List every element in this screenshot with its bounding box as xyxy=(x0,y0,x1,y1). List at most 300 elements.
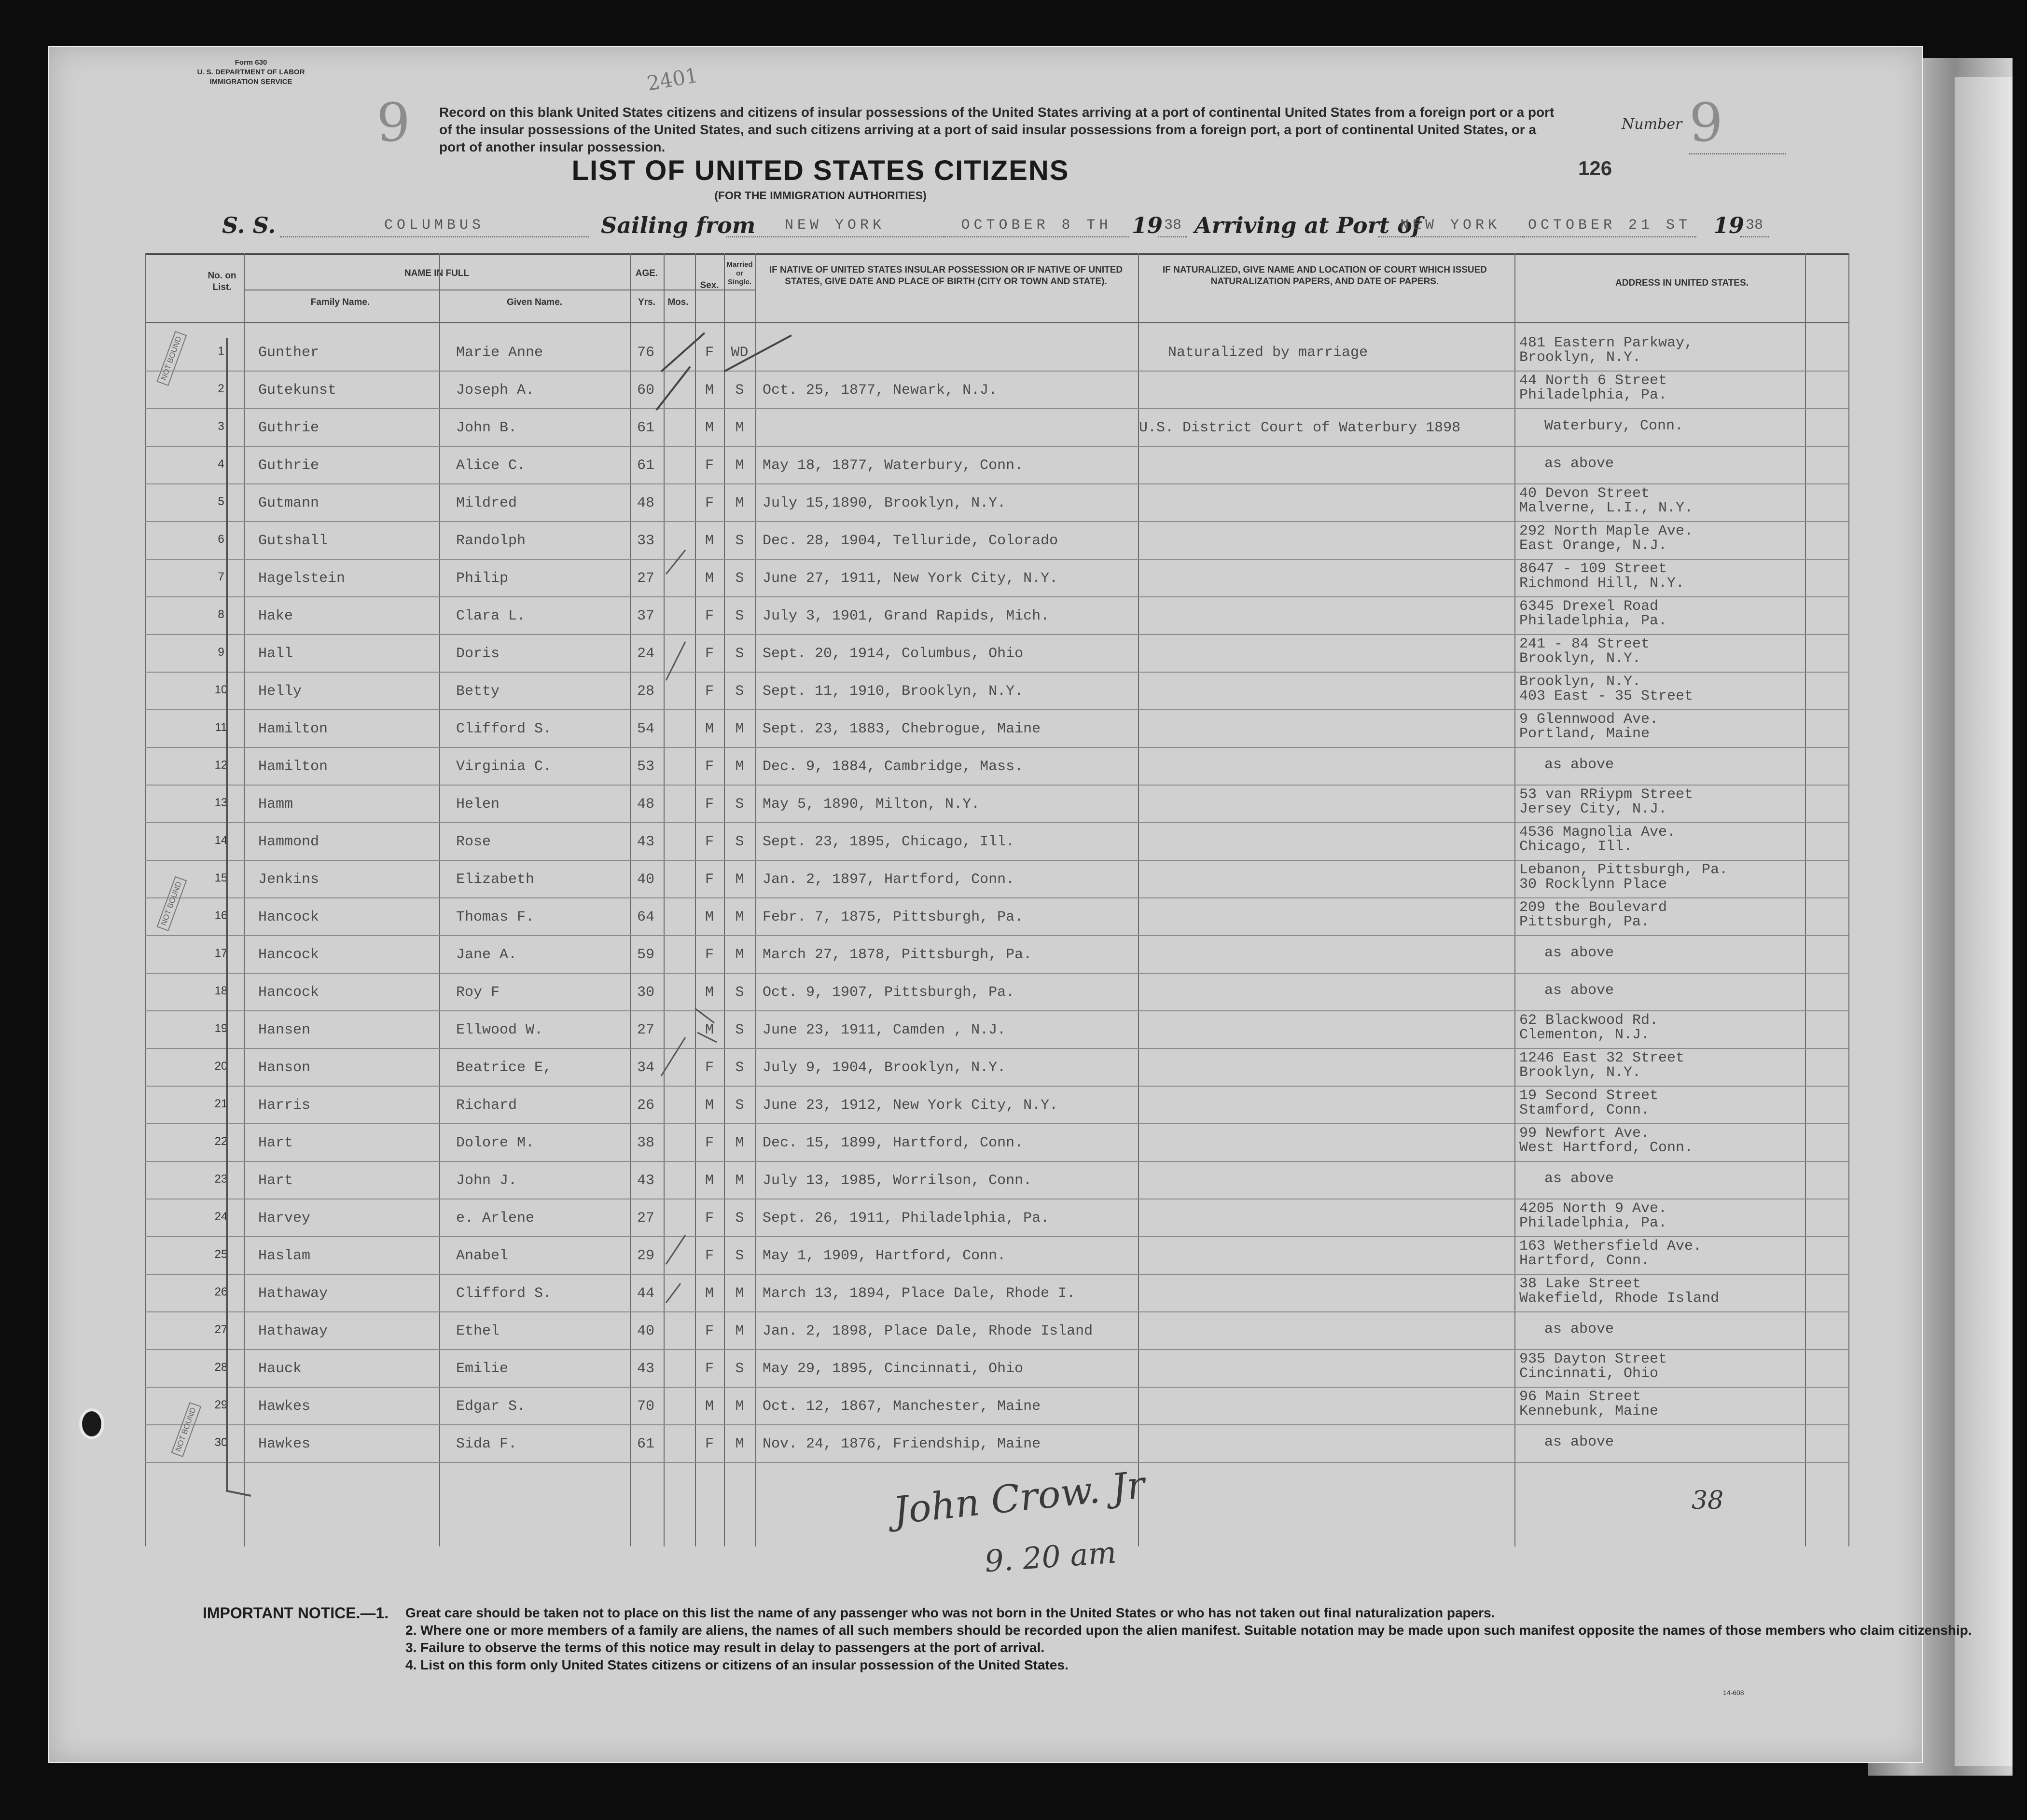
address-line-1: 8647 - 109 Street xyxy=(1519,561,1667,577)
family-name: Haslam xyxy=(258,1248,311,1264)
marital-status: S xyxy=(735,834,744,850)
col-yrs: Yrs. xyxy=(638,297,655,307)
ss-label: S. S. xyxy=(222,212,276,238)
birth-info: May 1, 1909, Hartford, Conn. xyxy=(763,1248,1006,1264)
family-name: Hancock xyxy=(258,947,319,963)
birth-info: Oct. 25, 1877, Newark, N.J. xyxy=(763,382,998,399)
arriving-label: Arriving at Port of xyxy=(1194,212,1422,238)
sex: F xyxy=(705,683,714,700)
row-number: 16 xyxy=(214,909,228,922)
sex: M xyxy=(705,721,714,737)
sex: M xyxy=(705,1285,714,1302)
naturalization-info: U.S. District Court of Waterbury 1898 xyxy=(1139,420,1461,436)
age: 48 xyxy=(637,495,654,511)
marital-status: M xyxy=(735,1172,744,1189)
sex: F xyxy=(705,796,714,813)
row-number: 3 xyxy=(218,420,224,433)
age: 34 xyxy=(637,1060,654,1076)
birth-info: Oct. 12, 1867, Manchester, Maine xyxy=(763,1398,1041,1415)
address-line-2: Hartford, Conn. xyxy=(1519,1253,1650,1269)
given-name: Alice C. xyxy=(456,457,526,474)
address-line-1: 62 Blackwood Rd. xyxy=(1519,1012,1659,1029)
family-name: Hathaway xyxy=(258,1285,328,1302)
address-line-1: as above xyxy=(1544,1321,1614,1337)
row-number: 11 xyxy=(215,721,227,734)
time-note: 9. 20 am xyxy=(983,1534,1118,1579)
marital-status: M xyxy=(735,1285,744,1302)
row-number: 19 xyxy=(214,1022,228,1035)
notice-items xyxy=(405,1604,2008,1674)
family-name: Hansen xyxy=(258,1022,311,1038)
marital-status: S xyxy=(735,1210,744,1227)
age: 54 xyxy=(637,721,654,737)
age: 59 xyxy=(637,947,654,963)
birth-info: Febr. 7, 1875, Pittsburgh, Pa. xyxy=(763,909,1024,925)
age: 27 xyxy=(637,1210,654,1227)
birth-info: Sept. 23, 1895, Chicago, Ill. xyxy=(763,834,1015,850)
side-stamp: NOT BOUND xyxy=(157,331,187,386)
given-name: Joseph A. xyxy=(456,382,535,399)
sailing-port: NEW YORK xyxy=(726,217,944,237)
instructions: Record on this blank United States citizens and citizens of insular possessions of the United States arriving at a port of continental United States from a foreign port or a port of the insular possessions of the United States, and such citizens arriving at a port of said insular possessions from a foreign port, a port of continental United States, or a port of another insular possession. xyxy=(439,105,1555,154)
address-line-2: Stamford, Conn. xyxy=(1519,1102,1650,1118)
given-name: Ethel xyxy=(456,1323,500,1339)
col-mos: Mos. xyxy=(667,297,689,307)
address-line-1: 19 Second Street xyxy=(1519,1088,1659,1104)
check-mark xyxy=(661,550,685,1303)
family-name: Hanson xyxy=(258,1060,311,1076)
address-line-2: Philadelphia, Pa. xyxy=(1519,387,1667,403)
birth-info: Oct. 9, 1907, Pittsburgh, Pa. xyxy=(763,984,1015,1001)
birth-info: Jan. 2, 1897, Hartford, Conn. xyxy=(763,871,1015,888)
address-line-1: as above xyxy=(1544,945,1614,961)
naturalization-info: Naturalized by marriage xyxy=(1168,345,1368,361)
year-prefix-2: 19 xyxy=(1713,212,1745,238)
age: 48 xyxy=(637,796,654,813)
address-line-2: 403 East - 35 Street xyxy=(1519,688,1694,704)
address-line-1: 209 the Boulevard xyxy=(1519,899,1667,916)
col-given-name: Given Name. xyxy=(506,297,563,307)
family-name: Hagelstein xyxy=(258,570,346,587)
age: 33 xyxy=(637,533,654,549)
sex: M xyxy=(705,1022,714,1038)
given-name: Roy F xyxy=(456,984,500,1001)
age: 29 xyxy=(637,1248,654,1264)
given-name: Thomas F. xyxy=(456,909,535,925)
sailing-date: OCTOBER 8 TH xyxy=(944,217,1129,237)
family-name: Gunther xyxy=(258,345,319,361)
marital-status: M xyxy=(735,1398,744,1415)
marital-status: M xyxy=(735,947,744,963)
row-number: 14 xyxy=(214,834,228,847)
sex: F xyxy=(705,947,714,963)
page-subtitle: (FOR THE IMMIGRATION AUTHORITIES) xyxy=(714,189,927,202)
birth-info: Sept. 20, 1914, Columbus, Ohio xyxy=(763,646,1024,662)
family-name: Hancock xyxy=(258,984,319,1001)
age: 30 xyxy=(637,984,654,1001)
birth-info: Jan. 2, 1898, Place Dale, Rhode Island xyxy=(763,1323,1093,1339)
birth-info: Dec. 28, 1904, Telluride, Colorado xyxy=(763,533,1058,549)
given-name: Philip xyxy=(456,570,509,587)
birth-info: June 27, 1911, New York City, N.Y. xyxy=(763,570,1058,587)
family-name: Gutekunst xyxy=(258,382,337,399)
sex: F xyxy=(705,646,714,662)
stamp-number: 126 xyxy=(1578,157,1612,179)
address-line-1: 163 Wethersfield Ave. xyxy=(1519,1238,1702,1255)
sex: M xyxy=(705,570,714,587)
given-name: Clifford S. xyxy=(456,1285,552,1302)
address-line-1: 292 North Maple Ave. xyxy=(1519,523,1694,539)
marital-status: S xyxy=(735,1060,744,1076)
address-line-2: Brooklyn, N.Y. xyxy=(1519,349,1641,366)
col-age: AGE. xyxy=(635,268,658,278)
marital-status: M xyxy=(735,871,744,888)
address-line-1: 99 Newfort Ave. xyxy=(1519,1125,1650,1142)
col-married: Married or Single. xyxy=(726,261,753,286)
sex: F xyxy=(705,758,714,775)
age: 60 xyxy=(637,382,654,399)
col-family-name: Family Name. xyxy=(310,297,370,307)
birth-info: March 27, 1878, Pittsburgh, Pa. xyxy=(763,947,1032,963)
address-line-2: 30 Rocklynn Place xyxy=(1519,876,1667,893)
marital-status: M xyxy=(735,420,744,436)
birth-info: May 29, 1895, Cincinnati, Ohio xyxy=(763,1361,1024,1377)
row-number: 15 xyxy=(214,871,228,884)
address-line-1: as above xyxy=(1544,1434,1614,1450)
sex: M xyxy=(705,984,714,1001)
family-name: Hathaway xyxy=(258,1323,328,1339)
page-title: LIST OF UNITED STATES CITIZENS xyxy=(571,155,1069,186)
row-number: 24 xyxy=(214,1210,228,1223)
family-name: Hamilton xyxy=(258,758,328,775)
birth-info: July 3, 1901, Grand Rapids, Mich. xyxy=(763,608,1050,624)
age: 44 xyxy=(637,1285,654,1302)
birth-info: Sept. 26, 1911, Philadelphia, Pa. xyxy=(763,1210,1050,1227)
marital-status: WD xyxy=(731,345,749,361)
given-name: Virginia C. xyxy=(456,758,552,775)
birth-info: June 23, 1911, Camden , N.J. xyxy=(763,1022,1006,1038)
given-name: Randolph xyxy=(456,533,526,549)
age: 40 xyxy=(637,1323,654,1339)
marital-status: S xyxy=(735,646,744,662)
birth-info: May 18, 1877, Waterbury, Conn. xyxy=(763,457,1024,474)
address-line-2: East Orange, N.J. xyxy=(1519,538,1667,554)
marital-status: S xyxy=(735,683,744,700)
family-name: Hart xyxy=(258,1135,293,1151)
row-number: 26 xyxy=(214,1285,228,1298)
address-line-2: Philadelphia, Pa. xyxy=(1519,613,1667,629)
sex: F xyxy=(705,1135,714,1151)
address-line-2: Malverne, L.I., N.Y. xyxy=(1519,500,1694,516)
row-number: 29 xyxy=(214,1398,228,1411)
arriving-year: 38 xyxy=(1740,217,1769,237)
sex: F xyxy=(705,495,714,511)
row-number: 17 xyxy=(214,947,228,960)
family-name: Guthrie xyxy=(258,457,319,474)
age: 37 xyxy=(637,608,654,624)
arriving-port: NEW YORK xyxy=(1378,217,1523,237)
given-name: John J. xyxy=(456,1172,517,1189)
age: 53 xyxy=(637,758,654,775)
row-number: 12 xyxy=(214,758,228,772)
bracket-mark xyxy=(227,338,251,1496)
birth-info: Dec. 15, 1899, Hartford, Conn. xyxy=(763,1135,1024,1151)
age: 64 xyxy=(637,909,654,925)
handwritten-page-number: 9 xyxy=(376,92,410,153)
birth-info: June 23, 1912, New York City, N.Y. xyxy=(763,1097,1058,1114)
total-count: 38 xyxy=(1692,1486,1724,1515)
age: 27 xyxy=(637,1022,654,1038)
marital-status: S xyxy=(735,570,744,587)
service-name: IMMIGRATION SERVICE xyxy=(209,78,292,86)
marital-status: M xyxy=(735,495,744,511)
row-number: 4 xyxy=(218,457,224,470)
address-line-2: Kennebunk, Maine xyxy=(1519,1403,1659,1420)
number-value: 9 xyxy=(1689,92,1786,154)
address-line-2: Brooklyn, N.Y. xyxy=(1519,650,1641,667)
family-name: Hawkes xyxy=(258,1436,311,1452)
given-name: Doris xyxy=(456,646,500,662)
address-line-2: Wakefield, Rhode Island xyxy=(1519,1290,1720,1307)
sex: F xyxy=(705,834,714,850)
address-line-1: 4536 Magnolia Ave. xyxy=(1519,824,1676,841)
form-code: 14-608 xyxy=(1723,1689,1744,1696)
top-stamp: 2401 xyxy=(645,63,700,96)
year-prefix-1: 19 xyxy=(1132,212,1163,238)
marital-status: M xyxy=(735,721,744,737)
family-name: Hammond xyxy=(258,834,319,850)
family-name: Hake xyxy=(258,608,293,624)
row-number: 10 xyxy=(214,683,228,696)
notice-item: Great care should be taken not to place on this list the name of any passenger who was not born in the United States or who has not taken out final naturalization papers. xyxy=(405,1605,1495,1620)
address-line-2: Cincinnati, Ohio xyxy=(1519,1365,1659,1382)
marital-status: M xyxy=(735,457,744,474)
notice-item: 4. List on this form only United States citizens or citizens of an insular possession of the United States. xyxy=(405,1657,1069,1672)
address-line-1: as above xyxy=(1544,1171,1614,1187)
row-number: 22 xyxy=(214,1135,228,1148)
age: 27 xyxy=(637,570,654,587)
address-line-1: 53 van RRiypm Street xyxy=(1519,786,1694,803)
birth-info: July 9, 1904, Brooklyn, N.Y. xyxy=(763,1060,1006,1076)
address-line-1: 481 Eastern Parkway, xyxy=(1519,335,1694,351)
col-birth: IF NATIVE OF UNITED STATES INSULAR POSSESSION OR IF NATIVE OF UNITED STATES, GIVE DATE AND PLACE OF BIRTH (CITY OR TOWN AND STATE). xyxy=(769,265,1123,287)
address-line-1: 935 Dayton Street xyxy=(1519,1351,1667,1367)
family-name: Hauck xyxy=(258,1361,302,1377)
family-name: Hawkes xyxy=(258,1398,311,1415)
birth-info: July 13, 1985, Worrilson, Conn. xyxy=(763,1172,1032,1189)
row-number: 8 xyxy=(218,608,224,621)
side-stamp: NOT BOUND xyxy=(171,1402,202,1457)
row-number: 27 xyxy=(214,1323,228,1336)
sex: M xyxy=(705,1172,714,1189)
marital-status: S xyxy=(735,533,744,549)
address-line-1: Lebanon, Pittsburgh, Pa. xyxy=(1519,862,1728,878)
marital-status: M xyxy=(735,1135,744,1151)
col-sex: Sex. xyxy=(700,280,719,290)
address-line-2: Jersey City, N.J. xyxy=(1519,801,1667,817)
address-line-2: West Hartford, Conn. xyxy=(1519,1140,1694,1156)
address-line-2: Portland, Maine xyxy=(1519,726,1650,742)
address-line-1: as above xyxy=(1544,455,1614,472)
sex: F xyxy=(705,1436,714,1452)
given-name: Jane A. xyxy=(456,947,517,963)
given-name: Clifford S. xyxy=(456,721,552,737)
row-number: 7 xyxy=(218,570,224,583)
row-number: 21 xyxy=(214,1097,228,1110)
given-name: Marie Anne xyxy=(456,345,543,361)
marital-status: S xyxy=(735,796,744,813)
birth-info: July 15,1890, Brooklyn, N.Y. xyxy=(763,495,1006,511)
marital-status: S xyxy=(735,382,744,399)
marital-status: M xyxy=(735,1436,744,1452)
family-name: Guthrie xyxy=(258,420,319,436)
row-number: 13 xyxy=(214,796,228,809)
family-name: Hall xyxy=(258,646,293,662)
family-name: Harvey xyxy=(258,1210,311,1227)
family-name: Hamilton xyxy=(258,721,328,737)
address-line-1: 96 Main Street xyxy=(1519,1389,1641,1405)
age: 61 xyxy=(637,457,654,474)
sex: M xyxy=(705,1398,714,1415)
age: 70 xyxy=(637,1398,654,1415)
sailing-year: 38 xyxy=(1158,217,1187,237)
sex: M xyxy=(705,420,714,436)
address-line-1: 9 Glennwood Ave. xyxy=(1519,711,1659,728)
address-line-1: as above xyxy=(1544,757,1614,773)
address-line-1: 40 Devon Street xyxy=(1519,485,1650,502)
address-line-1: 241 - 84 Street xyxy=(1519,636,1650,652)
address-line-2: Clementon, N.J. xyxy=(1519,1027,1650,1043)
row-number: 9 xyxy=(218,646,224,659)
address-line-1: 44 North 6 Street xyxy=(1519,372,1667,389)
marital-status: S xyxy=(735,1022,744,1038)
row-number: 1 xyxy=(218,345,224,358)
notice-item: 3. Failure to observe the terms of this notice may result in delay to passengers at the port of arrival. xyxy=(405,1640,1045,1655)
family-name: Jenkins xyxy=(258,871,319,888)
given-name: Edgar S. xyxy=(456,1398,526,1415)
col-address: ADDRESS IN UNITED STATES. xyxy=(1615,278,1749,288)
birth-info: May 5, 1890, Milton, N.Y. xyxy=(763,796,980,813)
marital-status: M xyxy=(735,1323,744,1339)
sex: M xyxy=(705,1097,714,1114)
given-name: Helen xyxy=(456,796,500,813)
sex: F xyxy=(705,345,714,361)
given-name: Anabel xyxy=(456,1248,509,1264)
row-number: 6 xyxy=(218,533,224,546)
sex: F xyxy=(705,1323,714,1339)
ship-name: COLUMBUS xyxy=(280,217,589,237)
address-line-2: Philadelphia, Pa. xyxy=(1519,1215,1667,1231)
col-naturalized: IF NATURALIZED, GIVE NAME AND LOCATION OF COURT WHICH ISSUED NATURALIZATION PAPERS, AND DATE OF PAPERS. xyxy=(1162,265,1487,287)
sex: M xyxy=(705,382,714,399)
age: 43 xyxy=(637,834,654,850)
side-stamp: NOT BOUND xyxy=(157,876,187,931)
arriving-date: OCTOBER 21 ST xyxy=(1523,217,1696,237)
form-number: Form 630 xyxy=(235,58,267,67)
age: 43 xyxy=(637,1172,654,1189)
age: 43 xyxy=(637,1361,654,1377)
marital-status: S xyxy=(735,1248,744,1264)
marital-status: M xyxy=(735,758,744,775)
age: 38 xyxy=(637,1135,654,1151)
age: 26 xyxy=(637,1097,654,1114)
row-number: 30 xyxy=(214,1436,228,1449)
row-number: 28 xyxy=(214,1361,228,1374)
age: 28 xyxy=(637,683,654,700)
row-number: 18 xyxy=(214,984,228,997)
given-name: Betty xyxy=(456,683,500,700)
marital-status: S xyxy=(735,984,744,1001)
sex: M xyxy=(705,909,714,925)
marital-status: S xyxy=(735,608,744,624)
given-name: Sida F. xyxy=(456,1436,517,1452)
given-name: e. Arlene xyxy=(456,1210,535,1227)
family-name: Hart xyxy=(258,1172,293,1189)
address-line-2: Pittsburgh, Pa. xyxy=(1519,914,1650,930)
number-label: Number xyxy=(1622,116,1682,133)
sailing-label: Sailing from xyxy=(601,212,756,238)
sex: F xyxy=(705,1248,714,1264)
row-number: 25 xyxy=(214,1248,228,1261)
check-mark xyxy=(656,333,791,410)
address-line-2: Chicago, Ill. xyxy=(1519,839,1633,855)
sex: F xyxy=(705,1060,714,1076)
family-name: Helly xyxy=(258,683,302,700)
sex: F xyxy=(705,457,714,474)
address-line-1: 6345 Drexel Road xyxy=(1519,598,1659,615)
sex: F xyxy=(705,608,714,624)
address-line-1: 4205 North 9 Ave. xyxy=(1519,1200,1667,1217)
address-line-2: Richmond Hill, N.Y. xyxy=(1519,575,1685,592)
birth-info: March 13, 1894, Place Dale, Rhode I. xyxy=(763,1285,1076,1302)
notice-item: 2. Where one or more members of a family are aliens, the names of all such members should be recorded upon the alien manifest. Suitable notation may be made upon such manifest opposite the names of those members who claim citizenship. xyxy=(405,1623,1972,1638)
col-no: No. on List. xyxy=(208,271,236,292)
given-name: Dolore M. xyxy=(456,1135,535,1151)
age: 24 xyxy=(637,646,654,662)
row-number: 5 xyxy=(218,495,224,508)
marital-status: S xyxy=(735,1361,744,1377)
family-name: Gutshall xyxy=(258,533,328,549)
family-name: Harris xyxy=(258,1097,311,1114)
given-name: Rose xyxy=(456,834,491,850)
check-mark xyxy=(695,1008,717,1042)
address-line-1: as above xyxy=(1544,982,1614,999)
row-number: 2 xyxy=(218,382,224,395)
department-name: U. S. DEPARTMENT OF LABOR xyxy=(197,68,305,76)
birth-info: Nov. 24, 1876, Friendship, Maine xyxy=(763,1436,1041,1452)
address-line-1: Brooklyn, N.Y. xyxy=(1519,674,1641,690)
row-number: 23 xyxy=(214,1172,228,1186)
family-name: Hamm xyxy=(258,796,293,813)
given-name: Elizabeth xyxy=(456,871,535,888)
marital-status: M xyxy=(735,909,744,925)
sex: M xyxy=(705,533,714,549)
age: 76 xyxy=(637,345,654,361)
given-name: Richard xyxy=(456,1097,517,1114)
family-name: Gutmann xyxy=(258,495,319,511)
age: 61 xyxy=(637,420,654,436)
address-line-1: 1246 East 32 Street xyxy=(1519,1050,1685,1066)
notice-lead: IMPORTANT NOTICE.—1. xyxy=(203,1604,389,1622)
address-line-2: Brooklyn, N.Y. xyxy=(1519,1064,1641,1081)
birth-info: Dec. 9, 1884, Cambridge, Mass. xyxy=(763,758,1024,775)
address-line-1: 38 Lake Street xyxy=(1519,1276,1641,1292)
age: 40 xyxy=(637,871,654,888)
address-line-1: Waterbury, Conn. xyxy=(1544,418,1684,434)
given-name: Clara L. xyxy=(456,608,526,624)
given-name: Emilie xyxy=(456,1361,509,1377)
marital-status: S xyxy=(735,1097,744,1114)
